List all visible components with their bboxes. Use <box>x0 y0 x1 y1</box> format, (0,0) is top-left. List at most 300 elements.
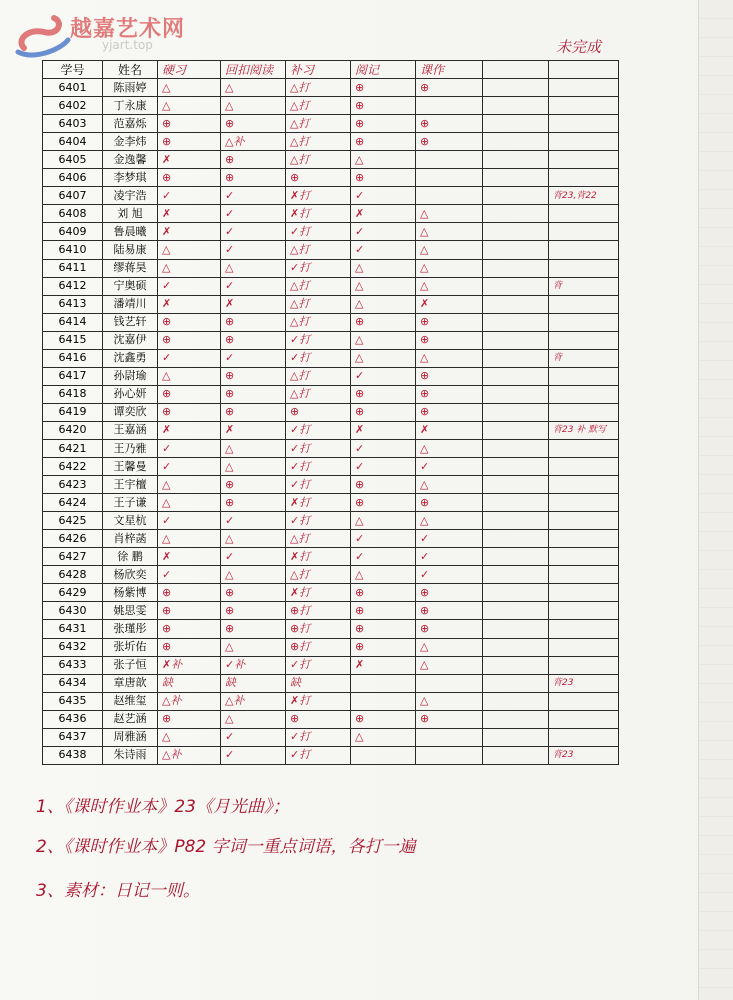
student-name: 张子恒 <box>103 656 158 674</box>
grade-mark: ✓补 <box>221 656 286 674</box>
grade-mark <box>483 476 549 494</box>
student-name: 陆易康 <box>103 241 158 259</box>
grade-mark: ⊕ <box>351 584 416 602</box>
student-name: 杨欣奕 <box>103 566 158 584</box>
table-row <box>43 313 619 331</box>
grade-mark <box>549 403 619 421</box>
grade-mark: ⊕ <box>221 313 286 331</box>
grade-mark <box>549 692 619 710</box>
student-id: 6415 <box>43 331 103 349</box>
grade-mark: ⊕ <box>416 403 483 421</box>
grade-mark <box>549 367 619 385</box>
student-id: 6418 <box>43 385 103 403</box>
grade-mark: ✓打 <box>286 476 351 494</box>
grade-mark: ⊕ <box>416 494 483 512</box>
table-row <box>43 367 619 385</box>
table-row <box>43 746 619 764</box>
grade-mark <box>483 439 549 457</box>
grade-mark: ⊕ <box>158 403 221 421</box>
grade-mark: ⊕ <box>158 169 221 187</box>
student-name: 陈雨婷 <box>103 79 158 97</box>
grade-mark <box>549 638 619 656</box>
grade-mark <box>549 530 619 548</box>
grade-mark <box>483 385 549 403</box>
grade-mark: ⊕ <box>416 367 483 385</box>
grade-mark <box>483 656 549 674</box>
student-name: 王乃雅 <box>103 439 158 457</box>
grade-mark: ✓打 <box>286 512 351 530</box>
student-name: 沈嘉伊 <box>103 331 158 349</box>
grade-mark: △ <box>416 349 483 367</box>
grade-mark: △打 <box>286 367 351 385</box>
student-id: 6412 <box>43 277 103 295</box>
student-id: 6437 <box>43 728 103 746</box>
grade-mark: ✓ <box>221 746 286 764</box>
grade-mark: △打 <box>286 133 351 151</box>
header-col-6 <box>483 61 549 79</box>
grade-mark: △ <box>416 277 483 295</box>
grade-mark: ✗补 <box>158 656 221 674</box>
assignment-line-3: 3、素材：日记一则。 <box>36 881 200 901</box>
grade-mark: ⊕打 <box>286 602 351 620</box>
student-name: 潘靖川 <box>103 295 158 313</box>
grade-mark <box>483 530 549 548</box>
grade-mark <box>549 79 619 97</box>
grade-mark: ✓ <box>416 548 483 566</box>
grade-mark: 背23 <box>549 674 619 692</box>
grade-mark <box>549 169 619 187</box>
grade-mark: △打 <box>286 241 351 259</box>
grade-mark <box>549 548 619 566</box>
grade-mark: ⊕ <box>416 602 483 620</box>
grade-mark: ⊕ <box>221 476 286 494</box>
table-row <box>43 277 619 295</box>
table-row <box>43 241 619 259</box>
table-row <box>43 494 619 512</box>
table-row <box>43 97 619 115</box>
grade-mark: △ <box>416 692 483 710</box>
grade-mark: ✓ <box>221 512 286 530</box>
header-col-3: 补习 <box>286 61 351 79</box>
table-row <box>43 259 619 277</box>
grade-mark <box>351 746 416 764</box>
grade-mark: ✓ <box>158 277 221 295</box>
grade-mark: ⊕ <box>351 403 416 421</box>
student-id: 6407 <box>43 187 103 205</box>
assignment-line-2: 2、《课时作业本》P82 字词一重点词语，各打一遍 <box>36 837 416 857</box>
grade-mark: △ <box>158 530 221 548</box>
grade-mark: ⊕ <box>158 710 221 728</box>
grade-mark: △ <box>416 259 483 277</box>
student-id: 6401 <box>43 79 103 97</box>
grade-mark <box>549 458 619 476</box>
grade-mark <box>549 656 619 674</box>
grade-mark: ✗ <box>416 421 483 439</box>
grade-mark: ✓ <box>351 241 416 259</box>
table-row <box>43 79 619 97</box>
grade-mark: △ <box>221 530 286 548</box>
grade-mark <box>549 97 619 115</box>
student-id: 6429 <box>43 584 103 602</box>
grade-mark: ✗ <box>158 151 221 169</box>
table-row <box>43 205 619 223</box>
grade-mark <box>483 241 549 259</box>
grade-mark: ⊕ <box>416 313 483 331</box>
student-name: 章唐歆 <box>103 674 158 692</box>
student-name: 王嘉涵 <box>103 421 158 439</box>
watermark-url: yjart.top <box>102 38 153 52</box>
grade-mark: 缺 <box>158 674 221 692</box>
student-id: 6420 <box>43 421 103 439</box>
grade-mark: ⊕ <box>158 602 221 620</box>
grade-mark <box>483 187 549 205</box>
grade-mark: △ <box>221 79 286 97</box>
grade-mark <box>549 728 619 746</box>
grade-mark: ✗打 <box>286 494 351 512</box>
grade-mark: ⊕打 <box>286 638 351 656</box>
student-id: 6405 <box>43 151 103 169</box>
grade-mark: ✓ <box>221 728 286 746</box>
student-id: 6427 <box>43 548 103 566</box>
student-name: 李梦琪 <box>103 169 158 187</box>
student-name: 谭奕欣 <box>103 403 158 421</box>
grade-mark: ⊕ <box>416 584 483 602</box>
grade-mark: △ <box>158 97 221 115</box>
grade-mark <box>483 512 549 530</box>
grade-mark <box>416 169 483 187</box>
grade-mark: ✓ <box>351 187 416 205</box>
grade-mark: △ <box>221 458 286 476</box>
student-name: 沈鑫勇 <box>103 349 158 367</box>
grade-mark: △打 <box>286 151 351 169</box>
table-row <box>43 331 619 349</box>
student-name: 范嘉烁 <box>103 115 158 133</box>
student-id: 6424 <box>43 494 103 512</box>
grade-mark: ⊕ <box>351 494 416 512</box>
student-name: 朱诗雨 <box>103 746 158 764</box>
grade-mark <box>549 566 619 584</box>
grade-mark <box>483 97 549 115</box>
grade-mark: ✗ <box>158 205 221 223</box>
grade-mark: ✗打 <box>286 187 351 205</box>
header-col-7 <box>549 61 619 79</box>
grade-mark <box>483 295 549 313</box>
grade-mark <box>483 169 549 187</box>
student-name: 孙尉瑜 <box>103 367 158 385</box>
header-name: 姓名 <box>103 61 158 79</box>
student-name: 赵维玺 <box>103 692 158 710</box>
student-id: 6430 <box>43 602 103 620</box>
grade-mark: ✗ <box>351 421 416 439</box>
student-name: 王子谦 <box>103 494 158 512</box>
student-id: 6428 <box>43 566 103 584</box>
grade-mark <box>416 187 483 205</box>
header-col-5: 课作 <box>416 61 483 79</box>
student-id: 6417 <box>43 367 103 385</box>
table-row <box>43 151 619 169</box>
grade-mark: ⊕ <box>158 115 221 133</box>
student-id: 6406 <box>43 169 103 187</box>
grade-mark: ⊕ <box>351 313 416 331</box>
grade-mark: ⊕ <box>221 115 286 133</box>
grade-mark: △ <box>416 205 483 223</box>
grade-mark <box>483 367 549 385</box>
grade-mark: ✗打 <box>286 584 351 602</box>
grade-mark: ✓打 <box>286 421 351 439</box>
table-row <box>43 223 619 241</box>
grade-mark <box>549 133 619 151</box>
grade-mark: △打 <box>286 115 351 133</box>
grade-mark: △补 <box>158 746 221 764</box>
grade-mark: ✓ <box>221 277 286 295</box>
student-name: 杨紫博 <box>103 584 158 602</box>
grade-mark: △ <box>416 439 483 457</box>
grade-mark: △ <box>416 638 483 656</box>
grade-mark <box>483 620 549 638</box>
table-row <box>43 566 619 584</box>
grade-mark <box>549 115 619 133</box>
grade-mark: ⊕ <box>221 602 286 620</box>
grade-mark: 背23 补 默写 <box>549 421 619 439</box>
table-row <box>43 403 619 421</box>
grade-mark <box>549 439 619 457</box>
grade-mark <box>483 710 549 728</box>
grade-mark: ⊕ <box>351 169 416 187</box>
student-name: 鲁晨曦 <box>103 223 158 241</box>
student-name: 张瑾彤 <box>103 620 158 638</box>
grade-mark: △打 <box>286 385 351 403</box>
table-row <box>43 674 619 692</box>
grade-mark: △ <box>416 476 483 494</box>
grade-mark: ✗ <box>158 295 221 313</box>
grade-mark: △ <box>221 710 286 728</box>
grade-mark: ✗打 <box>286 692 351 710</box>
grade-mark <box>483 602 549 620</box>
grade-mark <box>483 494 549 512</box>
student-id: 6411 <box>43 259 103 277</box>
grade-mark: ✓ <box>221 187 286 205</box>
grade-mark: ⊕ <box>221 385 286 403</box>
table-row <box>43 133 619 151</box>
grade-mark: △ <box>351 277 416 295</box>
grade-mark: ✓ <box>351 367 416 385</box>
grade-mark: △ <box>158 259 221 277</box>
student-name: 凌宇浩 <box>103 187 158 205</box>
student-name: 缪蒋昊 <box>103 259 158 277</box>
grade-mark: ⊕ <box>416 133 483 151</box>
grade-mark: ⊕ <box>158 133 221 151</box>
grade-mark: ✓打 <box>286 656 351 674</box>
table-row <box>43 638 619 656</box>
grade-mark: ✗打 <box>286 548 351 566</box>
grade-mark: △ <box>351 728 416 746</box>
student-id: 6421 <box>43 439 103 457</box>
student-id: 6435 <box>43 692 103 710</box>
table-row <box>43 421 619 439</box>
student-name: 宁奥硕 <box>103 277 158 295</box>
grade-mark <box>549 259 619 277</box>
grade-mark: ⊕ <box>351 638 416 656</box>
watermark-title: 越嘉艺术网 <box>70 17 186 42</box>
grade-mark: ⊕ <box>158 385 221 403</box>
grade-mark: ✓ <box>416 566 483 584</box>
student-id: 6436 <box>43 710 103 728</box>
table-row <box>43 728 619 746</box>
grade-mark <box>416 97 483 115</box>
grade-mark: ⊕ <box>351 710 416 728</box>
grade-mark: ⊕ <box>351 97 416 115</box>
table-row <box>43 349 619 367</box>
grade-mark <box>483 674 549 692</box>
grade-mark: ⊕ <box>351 602 416 620</box>
table-row <box>43 620 619 638</box>
grade-mark: ⊕ <box>158 620 221 638</box>
table-row <box>43 385 619 403</box>
grade-mark: ⊕ <box>351 79 416 97</box>
grade-mark: ✓打 <box>286 458 351 476</box>
student-name: 钱艺轩 <box>103 313 158 331</box>
student-name: 王宇檀 <box>103 476 158 494</box>
grade-mark: △ <box>158 728 221 746</box>
grade-mark <box>483 458 549 476</box>
grade-mark: ✓打 <box>286 259 351 277</box>
grade-mark: ✓ <box>221 349 286 367</box>
grade-mark: △ <box>221 439 286 457</box>
student-id: 6423 <box>43 476 103 494</box>
grade-mark: ✓ <box>351 458 416 476</box>
grade-mark <box>483 638 549 656</box>
grade-mark: ⊕ <box>221 494 286 512</box>
grade-mark: △ <box>158 476 221 494</box>
student-id: 6425 <box>43 512 103 530</box>
grade-mark: ⊕ <box>416 331 483 349</box>
grade-mark: ⊕ <box>416 115 483 133</box>
student-name: 丁永康 <box>103 97 158 115</box>
student-id: 6426 <box>43 530 103 548</box>
table-row <box>43 602 619 620</box>
grade-mark: △ <box>158 494 221 512</box>
grade-mark <box>351 674 416 692</box>
grade-mark: △ <box>351 259 416 277</box>
grade-mark <box>483 349 549 367</box>
header-col-1: 硬习 <box>158 61 221 79</box>
grade-mark: ✓ <box>221 548 286 566</box>
grade-mark: ⊕ <box>221 620 286 638</box>
grade-mark: ⊕ <box>286 169 351 187</box>
grade-mark: ✗ <box>158 548 221 566</box>
table-row <box>43 115 619 133</box>
grade-mark: △ <box>416 512 483 530</box>
grade-mark: ✓ <box>158 187 221 205</box>
header-id: 学号 <box>43 61 103 79</box>
grade-mark: ⊕ <box>351 133 416 151</box>
student-id: 6431 <box>43 620 103 638</box>
student-id: 6438 <box>43 746 103 764</box>
table-row <box>43 187 619 205</box>
grade-mark: ✗ <box>158 421 221 439</box>
grade-mark: △补 <box>158 692 221 710</box>
student-id: 6403 <box>43 115 103 133</box>
grade-mark <box>549 295 619 313</box>
grade-mark: ⊕ <box>221 403 286 421</box>
table-row <box>43 548 619 566</box>
grade-mark: ✓打 <box>286 331 351 349</box>
grade-mark <box>483 584 549 602</box>
grade-mark: ✓ <box>221 223 286 241</box>
grade-mark: △ <box>158 79 221 97</box>
student-id: 6410 <box>43 241 103 259</box>
grade-mark: ⊕ <box>351 476 416 494</box>
grade-mark: △ <box>351 349 416 367</box>
grade-mark <box>549 151 619 169</box>
grade-mark: △ <box>221 97 286 115</box>
grade-mark <box>483 259 549 277</box>
table-row <box>43 710 619 728</box>
table-row <box>43 295 619 313</box>
grade-mark: △打 <box>286 97 351 115</box>
table-row <box>43 584 619 602</box>
student-id: 6404 <box>43 133 103 151</box>
grade-mark: △ <box>351 295 416 313</box>
grade-mark: ✓ <box>351 530 416 548</box>
grade-mark <box>549 241 619 259</box>
student-name: 肖梓菡 <box>103 530 158 548</box>
grade-mark: ✗ <box>221 295 286 313</box>
grade-mark: ⊕打 <box>286 620 351 638</box>
grade-mark: △打 <box>286 79 351 97</box>
grade-mark: △ <box>351 566 416 584</box>
grade-mark <box>483 115 549 133</box>
table-row <box>43 656 619 674</box>
grade-mark: ⊕ <box>221 367 286 385</box>
student-id: 6432 <box>43 638 103 656</box>
grade-mark <box>483 331 549 349</box>
grade-mark <box>483 421 549 439</box>
grade-mark: ✗打 <box>286 205 351 223</box>
student-id: 6402 <box>43 97 103 115</box>
student-name: 姚思雯 <box>103 602 158 620</box>
grade-mark: 背 <box>549 349 619 367</box>
grade-mark: ✗ <box>416 295 483 313</box>
grade-mark: ⊕ <box>416 385 483 403</box>
grade-mark: 背23,背22 <box>549 187 619 205</box>
student-name: 张圻佑 <box>103 638 158 656</box>
grade-mark: ⊕ <box>221 331 286 349</box>
grade-mark: ✓ <box>158 349 221 367</box>
notebook-edge <box>698 0 733 1000</box>
table-row <box>43 512 619 530</box>
grade-mark: △ <box>351 151 416 169</box>
grade-mark: 缺 <box>221 674 286 692</box>
grade-mark <box>483 566 549 584</box>
grade-mark: ⊕ <box>351 115 416 133</box>
grade-mark: △ <box>158 241 221 259</box>
grade-mark <box>549 494 619 512</box>
grade-mark: ⊕ <box>286 710 351 728</box>
grade-mark <box>549 512 619 530</box>
grade-mark <box>483 746 549 764</box>
grade-mark: ✓ <box>158 566 221 584</box>
grade-mark: △打 <box>286 277 351 295</box>
grade-mark: △ <box>221 259 286 277</box>
grade-mark <box>549 205 619 223</box>
grade-mark <box>549 313 619 331</box>
grade-mark: △ <box>221 638 286 656</box>
grade-mark: ✓ <box>351 439 416 457</box>
grade-mark <box>483 223 549 241</box>
grade-mark <box>483 79 549 97</box>
grade-mark: ⊕ <box>351 385 416 403</box>
